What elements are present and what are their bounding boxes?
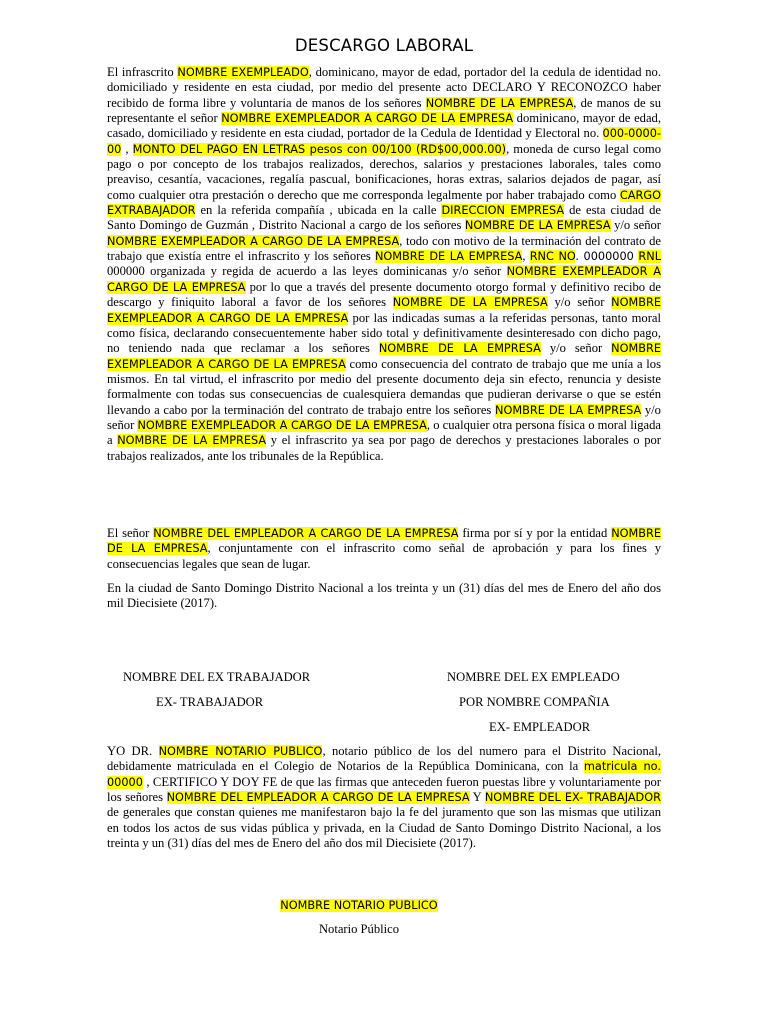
text-run: , conjuntamente con el infrascrito como señal de aprobación y para los fines y consecuencias legales que sean de lugar. <box>107 541 661 571</box>
placeholder-field: NOMBRE EXEMPLEADOR A CARGO DE LA EMPRESA <box>221 112 514 126</box>
placeholder-field: NOMBRE DE LA EMPRESA <box>107 527 662 556</box>
paragraph-date <box>107 581 661 612</box>
placeholder-field: NOMBRE DE LA EMPRESA <box>378 342 541 356</box>
text-run: por las indicadas sumas a la referidas personas, tanto moral como física, declarando consecuentemente haber sido total y definitivamente desinteresado con dicho pago, no teniendo nada que reclamar a los señores <box>107 310 661 356</box>
text-run: . 0000000 <box>575 250 639 264</box>
text-run: , <box>121 141 133 156</box>
text-run: por lo que a través del presente documento otorgo formal y definitivo recibo de descargo y finiquito laboral a favor de los señores <box>107 279 661 310</box>
placeholder-field: NOMBRE DE LA EMPRESA <box>374 250 523 264</box>
placeholder-field: RNC NO <box>529 250 576 264</box>
notary-title: Notario Público <box>318 922 400 936</box>
placeholder-field: NOMBRE DEL EMPLEADOR A CARGO DE LA EMPRESA <box>153 527 459 540</box>
text-run: , moneda de curso legal como pago o por concepto de los trabajos realizados, derechos, salarios y prestaciones laborales, tales como preaviso, cesantía, vacaciones, regalía pascual, bonificaciones, horas extras, salarios dejados de pagar, así como cualquier otra prestación o derecho que me corresponda legalmente por haber trabajado como <box>107 141 662 202</box>
placeholder-field: NOMBRE EXEMPLEADO <box>177 66 309 79</box>
text-run: , de manos de su representante el señor <box>107 95 661 126</box>
text-run: , o cualquier otra persona física o moral ligada a <box>107 417 661 448</box>
signature-left-role: EX- TRABAJADOR <box>156 695 264 709</box>
text-run: y/o señor <box>610 218 662 233</box>
text-run: de generales que constan quienes me manifestaron bajo la fe del juramento que son las mismas que utilizan en todos los actos de sus vidas pública y privada, en la Ciudad de Santo Domingo Distrito Nacional, a los treinta y un (31) días del mes de Enero del año dos mil Diecisiete (2017). <box>107 805 661 851</box>
placeholder-field: NOMBRE NOTARIO PUBLICO <box>158 745 323 758</box>
placeholder-field: NOMBRE EXEMPLEADOR A CARGO DE LA EMPRESA <box>107 265 661 294</box>
text-run: YO DR. <box>107 744 159 758</box>
placeholder-field: NOMBRE EXEMPLEADOR A CARGO DE LA EMPRESA <box>107 296 661 325</box>
text-run: y/o señor <box>540 341 612 356</box>
text-run: y/o señor <box>107 402 661 432</box>
text-run: , notario público de los del numero para el Distrito Nacional, debidamente matriculada en el Colegio de Notarios de la República Dominicana, con la <box>107 744 661 774</box>
signature-left-name: NOMBRE DEL EX TRABAJADOR <box>123 670 311 684</box>
placeholder-field: NOMBRE DE LA EMPRESA <box>495 403 642 417</box>
placeholder-field: NOMBRE EXEMPLEADOR A CARGO DE LA EMPRESA <box>107 342 661 371</box>
placeholder-field: NOMBRE EXEMPLEADOR A CARGO DE LA EMPRESA <box>107 234 400 248</box>
paragraph-notary-certification <box>107 744 661 851</box>
text-run: 000000 organizada y regida de acuerdo a las leyes dominicanas y/o señor <box>107 264 507 279</box>
placeholder-field: NOMBRE DE LA EMPRESA <box>117 434 267 448</box>
text-run: dominicano, mayor de edad, casado, domiciliado y residente en esta ciudad, portador de la Cedula de Identidad y Electoral no. <box>107 111 662 141</box>
text-run: y el infrascrito ya sea por pago de derechos y prestaciones laborales o por trabajos realizados, ante los tribunales de la República. <box>107 433 661 463</box>
document-title: DESCARGO LABORAL <box>294 36 474 55</box>
placeholder-field: RNL <box>638 250 661 264</box>
text-run: en la referida compañía , ubicada en la calle <box>195 203 442 218</box>
text-run: El señor <box>107 526 154 540</box>
placeholder-field: NOMBRE DE LA EMPRESA <box>425 96 574 110</box>
placeholder-field: NOMBRE DEL EX- TRABAJADOR <box>484 791 662 805</box>
text-run: como consecuencia del contrato de trabajo que me unía a los mismos. En tal virtud, el infrascrito por medio del presente documento deja sin efecto, renuncia y desiste formalmente con todas sus consecuencias de cualesquiera demandas que pudieran derivarse o que se estén llevando a cabo por la terminación del contrato de trabajo entre los señores <box>107 356 661 417</box>
text-run: , todo con motivo de la terminación del contrato de trabajo que existía entre el infrascrito y los señores <box>107 233 661 264</box>
placeholder-field: NOMBRE DE LA EMPRESA <box>464 219 611 233</box>
placeholder-field: CARGO EXTRABAJADOR <box>107 188 661 218</box>
paragraph-signature-consent <box>107 526 661 572</box>
placeholder-field: matricula no. 00000 <box>107 760 661 789</box>
notary-name-text: NOMBRE NOTARIO PUBLICO <box>280 899 438 912</box>
text-run: de esta ciudad de Santo Domingo de Guzmán , Distrito Nacional a cargo de los señores <box>107 203 661 233</box>
signature-right-role: EX- EMPLEADOR <box>489 720 591 734</box>
placeholder-field: NOMBRE EXEMPLEADOR A CARGO DE LA EMPRESA <box>137 418 427 432</box>
signature-right-name: NOMBRE DEL EX EMPLEADO <box>447 670 620 684</box>
placeholder-field: NOMBRE DE LA EMPRESA <box>392 296 548 310</box>
text-run: , CERTIFICO Y DOY FE de que las firmas que anteceden fueron puestas libre y voluntariamente por los señores <box>107 774 661 805</box>
placeholder-field: DIRECCION EMPRESA <box>441 204 565 218</box>
notary-name <box>0 898 718 913</box>
text-run: y/o señor <box>547 295 612 310</box>
text-run: Y <box>469 790 485 805</box>
text-run: El infrascrito <box>107 65 178 79</box>
placeholder-field: MONTO DEL PAGO EN LETRAS pesos con 00/100 (RD$00,000.00) <box>132 142 507 156</box>
text-run: firma por sí y por la entidad <box>458 526 612 540</box>
text-run: , dominicano, mayor de edad, portador del la cedula de identidad no. domiciliado y residente en esta ciudad, por medio del presente acto DECLARO Y RECONOZCO haber recibido de forma libre y voluntaria de manos de los señores <box>107 65 661 110</box>
paragraph-declaration <box>107 65 661 464</box>
placeholder-field: NOMBRE DEL EMPLEADOR A CARGO DE LA EMPRESA <box>166 791 470 805</box>
signature-right-company: POR NOMBRE COMPAÑIA <box>459 695 610 709</box>
text-run: , <box>522 249 530 264</box>
text-run: En la ciudad de Santo Domingo Distrito Nacional a los treinta y un (31) días del mes de Enero del año dos mil Diecisiete (2017). <box>107 581 661 611</box>
placeholder-field: 000-0000-00 <box>107 127 661 156</box>
